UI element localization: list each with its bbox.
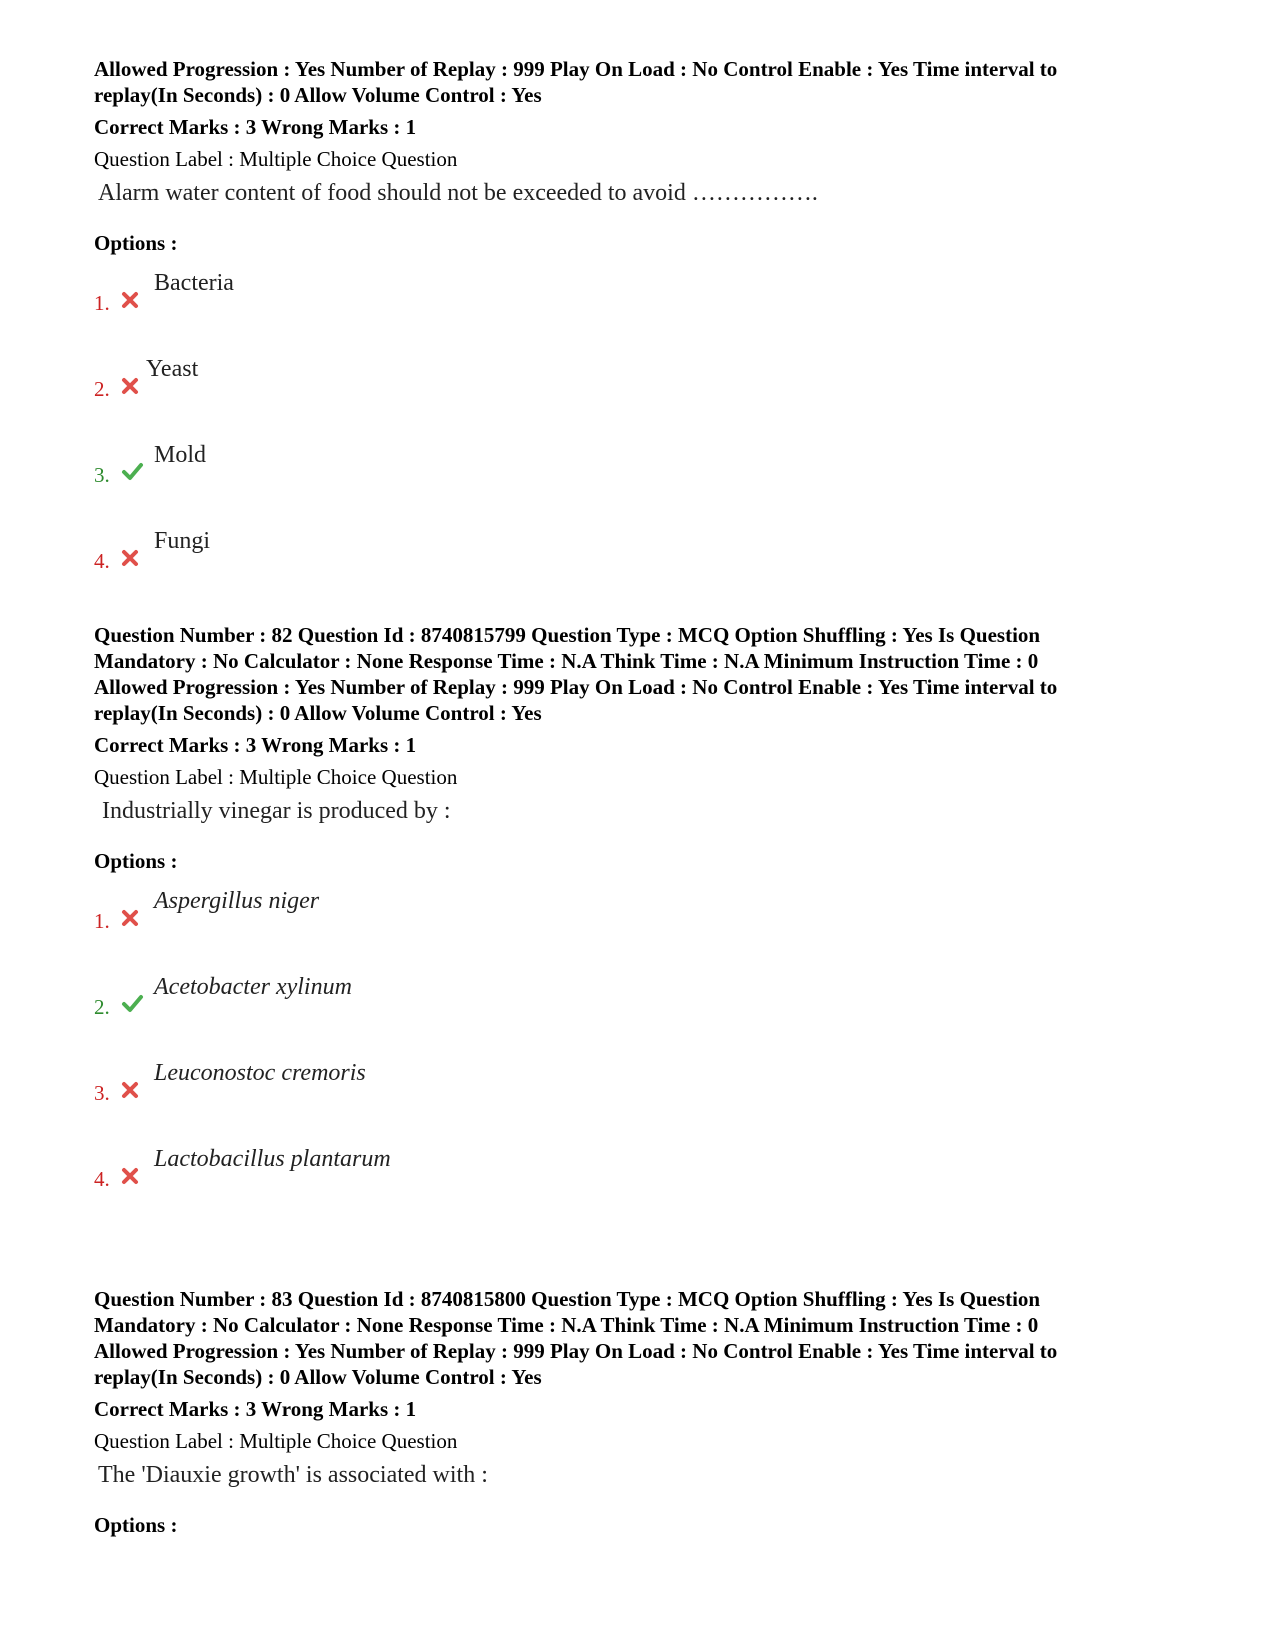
- cross-icon: [120, 374, 140, 396]
- option-number: 1.: [94, 909, 110, 933]
- question-meta-line: Question Number : 82 Question Id : 8740815799 Question Type : MCQ Option Shuffling : Yes Is Question: [94, 623, 1041, 647]
- option-text: Mold: [154, 442, 207, 468]
- check-icon: [120, 992, 144, 1014]
- options-title: Options :: [94, 231, 178, 255]
- cross-icon: [120, 546, 140, 568]
- question-83-block: [94, 1286, 1204, 1538]
- options-title: Options :: [94, 849, 178, 873]
- option-number: 1.: [94, 291, 110, 315]
- check-icon: [120, 460, 144, 482]
- question-meta-line: replay(In Seconds) : 0 Allow Volume Control : Yes: [94, 83, 542, 107]
- option-text: Fungi: [154, 528, 211, 554]
- question-meta-line: replay(In Seconds) : 0 Allow Volume Control : Yes: [94, 1365, 542, 1389]
- options-title: Options :: [94, 1513, 178, 1537]
- option-number: 4.: [94, 549, 110, 573]
- question-meta-line: replay(In Seconds) : 0 Allow Volume Control : Yes: [94, 701, 542, 725]
- options-list: [94, 874, 1204, 1218]
- question-label: Question Label : Multiple Choice Question: [94, 147, 458, 171]
- option-item: [94, 960, 1204, 1046]
- option-text: Lactobacillus plantarum: [154, 1146, 391, 1172]
- question-meta-line: Question Number : 83 Question Id : 8740815800 Question Type : MCQ Option Shuffling : Yes Is Question: [94, 1287, 1041, 1311]
- question-meta-line: Allowed Progression : Yes Number of Replay : 999 Play On Load : No Control Enable : Yes Time interval to: [94, 1339, 1058, 1363]
- cross-icon: [120, 288, 140, 310]
- question-text: Alarm water content of food should not be exceeded to avoid …………….: [98, 180, 818, 206]
- question-meta-line: Allowed Progression : Yes Number of Replay : 999 Play On Load : No Control Enable : Yes Time interval to: [94, 675, 1058, 699]
- option-item: [94, 874, 1204, 960]
- option-item: [94, 428, 1204, 514]
- option-item: [94, 256, 1204, 342]
- option-item: [94, 342, 1204, 428]
- question-meta-line: Mandatory : No Calculator : None Response Time : N.A Think Time : N.A Minimum Instruction Time : 0: [94, 649, 1039, 673]
- option-item: [94, 1046, 1204, 1132]
- option-text: Yeast: [146, 356, 199, 382]
- option-number: 2.: [94, 377, 110, 401]
- question-meta-line: Allowed Progression : Yes Number of Replay : 999 Play On Load : No Control Enable : Yes Time interval to: [94, 57, 1058, 81]
- question-label: Question Label : Multiple Choice Question: [94, 765, 458, 789]
- option-number: 3.: [94, 1081, 110, 1105]
- option-text: Aspergillus niger: [154, 888, 320, 914]
- question-82-block: [94, 622, 1204, 1218]
- cross-icon: [120, 906, 140, 928]
- option-text: Bacteria: [154, 270, 234, 296]
- cross-icon: [120, 1164, 140, 1186]
- option-item: [94, 1132, 1204, 1218]
- option-text: Leuconostoc cremoris: [154, 1060, 366, 1086]
- cross-icon: [120, 1078, 140, 1100]
- marks-line: Correct Marks : 3 Wrong Marks : 1: [94, 733, 417, 757]
- option-text: Acetobacter xylinum: [154, 974, 352, 1000]
- question-81-block: [94, 56, 1204, 600]
- option-number: 3.: [94, 463, 110, 487]
- question-text: The 'Diauxie growth' is associated with :: [98, 1462, 488, 1488]
- options-list: [94, 256, 1204, 600]
- question-meta-line: Mandatory : No Calculator : None Response Time : N.A Think Time : N.A Minimum Instruction Time : 0: [94, 1313, 1039, 1337]
- question-label: Question Label : Multiple Choice Question: [94, 1429, 458, 1453]
- marks-line: Correct Marks : 3 Wrong Marks : 1: [94, 115, 417, 139]
- option-item: [94, 514, 1204, 600]
- option-number: 2.: [94, 995, 110, 1019]
- option-number: 4.: [94, 1167, 110, 1191]
- marks-line: Correct Marks : 3 Wrong Marks : 1: [94, 1397, 417, 1421]
- question-text: Industrially vinegar is produced by :: [102, 798, 451, 824]
